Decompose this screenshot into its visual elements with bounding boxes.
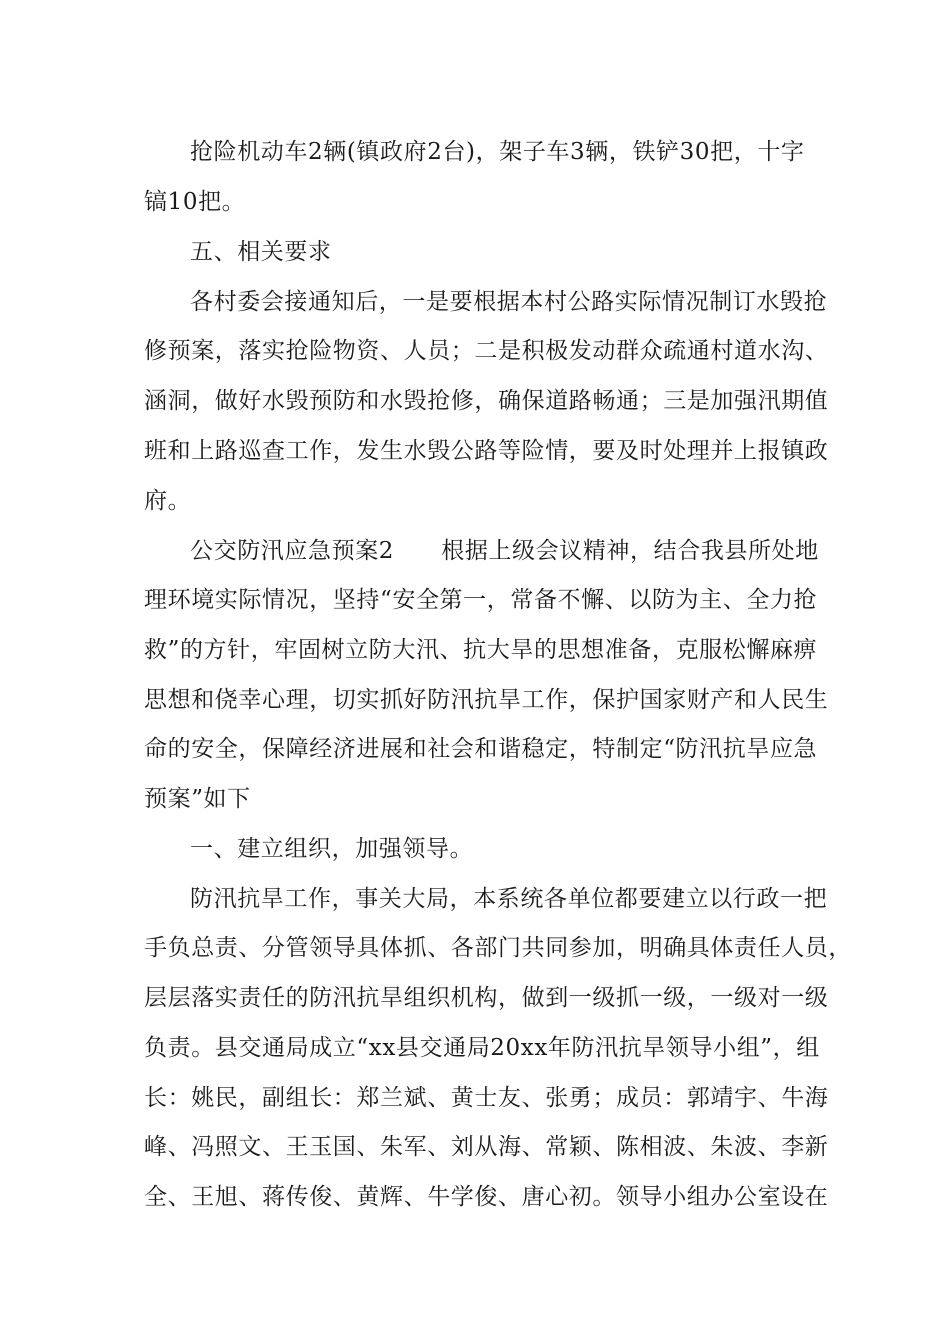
paragraph-line: 手负总责、分管领导具体抓、各部门共同参加，明确具体责任人员，	[144, 935, 852, 961]
section-heading: 一、建立组织，加强领导。	[190, 836, 474, 862]
paragraph-line: 防汛抗旱工作，事关大局，本系统各单位都要建立以行政一把	[190, 886, 828, 912]
paragraph-line: 班和上路巡查工作，发生水毁公路等险情，要及时处理并上报镇政	[144, 438, 829, 464]
paragraph-line: 峰、冯照文、王玉国、朱军、刘从海、常颖、陈相波、朱波、李新	[144, 1134, 829, 1160]
paragraph-line: 涵洞，做好水毁预防和水毁抢修，确保道路畅通；三是加强汛期值	[144, 388, 829, 414]
paragraph-line: 预案”如下	[144, 786, 251, 812]
paragraph-line: 理环境实际情况，坚持“安全第一，常备不懈、以防为主、全力抢	[144, 587, 818, 613]
paragraph-line: 全、王旭、蒋传俊、黄辉、牛学俊、唐心初。领导小组办公室设在	[144, 1184, 829, 1210]
paragraph-line: 各村委会接通知后，一是要根据本村公路实际情况制订水毁抢	[190, 289, 828, 315]
paragraph-line: 抢险机动车2辆(镇政府2台)，架子车3辆，铁铲30把，十字	[190, 139, 805, 165]
paragraph-line: 负责。县交通局成立“xx县交通局20xx年防汛抗旱领导小组”，组	[144, 1035, 820, 1061]
paragraph-line: 长：姚民，副组长：郑兰斌、黄士友、张勇；成员：郭靖宇、牛海	[144, 1085, 829, 1111]
section-heading: 五、相关要求	[190, 239, 332, 265]
paragraph-line: 府。	[144, 488, 192, 514]
paragraph-line: 镐10把。	[144, 189, 246, 215]
paragraph-line: 层层落实责任的防汛抗旱组织机构，做到一级抓一级，一级对一级	[144, 985, 829, 1011]
paragraph-line: 救”的方针，牢固树立防大汛、抗大旱的思想准备，克服松懈麻痹	[144, 637, 818, 663]
paragraph-line: 修预案，落实抢险物资、人员；二是积极发动群众疏通村道水沟、	[144, 338, 829, 364]
paragraph-line: 公交防汛应急预案2 根据上级会议精神，结合我县所处地	[190, 538, 819, 564]
paragraph-line: 命的安全，保障经济进展和社会和谐稳定，特制定“防汛抗旱应急	[144, 736, 818, 762]
paragraph-line: 思想和侥幸心理，切实抓好防汛抗旱工作，保护国家财产和人民生	[144, 687, 829, 713]
